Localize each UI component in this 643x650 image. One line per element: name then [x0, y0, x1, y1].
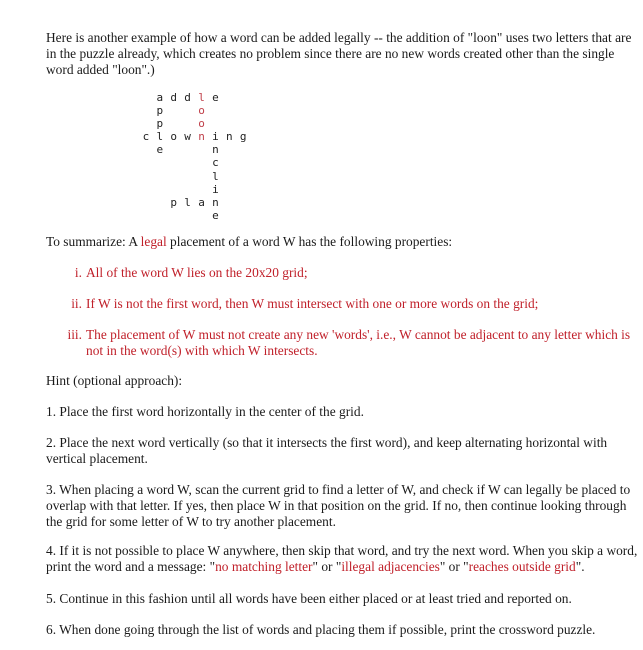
- step-3: 3. When placing a word W, scan the current grid to find a letter of W, and check if W can legally be placed to overlap with that letter. If yes, then place W in that position on the grid. If no, then continue looking through the grid for some letter of W to try another placement.: [46, 482, 631, 529]
- grid-cell: [195, 156, 209, 169]
- grid-cell: [222, 209, 236, 222]
- grid-cell: n: [212, 195, 219, 209]
- grid-cell: [236, 143, 250, 156]
- grid-cell: l: [212, 169, 219, 183]
- property-number: i.: [74, 265, 82, 280]
- grid-cell: [153, 196, 167, 209]
- grid-cell: [167, 170, 181, 183]
- grid-row: [139, 104, 250, 117]
- grid-cell: o: [170, 130, 178, 144]
- step-2: 2. Place the next word vertically (so that it intersects the first word), and keep alternating horizontal with vertical placement.: [46, 435, 608, 466]
- grid-cell: [222, 196, 236, 209]
- grid-cell: c: [212, 156, 219, 170]
- grid-cell: [139, 117, 153, 130]
- grid-cell: [236, 117, 250, 130]
- grid-cell: d: [184, 91, 191, 104]
- grid-row: [139, 196, 250, 209]
- grid-cell: p: [170, 195, 178, 209]
- grid-cell: [181, 156, 195, 169]
- legal-term: legal: [140, 234, 167, 249]
- step-4-sep: " or ": [439, 559, 469, 574]
- hint-title: Hint (optional approach):: [46, 373, 183, 388]
- msg-no-matching-letter: no matching letter: [215, 559, 313, 574]
- grid-cell: [195, 143, 209, 156]
- grid-cell: [167, 209, 181, 222]
- grid-cell: [167, 183, 181, 196]
- grid-cell: g: [239, 130, 247, 144]
- step-4-text: 4. If it is not possible to place W anywhere, then skip that word, and try the next word. When you skip a word, print the word and a message: ": [46, 543, 638, 574]
- grid-cell: [222, 117, 236, 130]
- grid-cell: [222, 170, 236, 183]
- summary-suffix: placement of a word W has the following properties:: [166, 234, 453, 249]
- grid-cell: [195, 183, 209, 196]
- grid-cell: d: [170, 91, 178, 104]
- grid-cell: [167, 104, 181, 117]
- grid-row: [139, 209, 250, 222]
- grid-cell: [153, 183, 167, 196]
- grid-cell: [153, 209, 167, 222]
- grid-cell: c: [142, 130, 150, 144]
- grid-cell: e: [212, 91, 219, 104]
- grid-cell: [236, 104, 250, 117]
- grid-cell: [139, 143, 153, 156]
- grid-cell: i: [212, 182, 219, 196]
- grid-cell: o: [198, 117, 205, 131]
- grid-cell: l: [198, 91, 205, 104]
- grid-row: [139, 156, 250, 169]
- grid-cell: n: [212, 143, 219, 157]
- grid-cell: [222, 104, 236, 117]
- grid-cell: [222, 91, 236, 104]
- step-4-end: ".: [575, 559, 585, 574]
- property-text: The placement of W must not create any new 'words', i.e., W cannot be adjacent to any letter which is not in the word(s) with which W intersects.: [86, 327, 631, 358]
- grid-cell: l: [156, 130, 164, 144]
- summary-line: [46, 234, 638, 250]
- grid-cell: [236, 156, 250, 169]
- grid-cell: [139, 91, 153, 104]
- grid-cell: [236, 170, 250, 183]
- grid-cell: [139, 183, 153, 196]
- grid-cell: [236, 91, 250, 104]
- grid-row: [139, 117, 250, 130]
- grid-cell: [167, 117, 181, 130]
- grid-cell: [181, 170, 195, 183]
- grid-cell: n: [198, 130, 205, 144]
- grid-row: [139, 143, 250, 156]
- step-6: 6. When done going through the list of words and placing them if possible, print the crossword puzzle.: [46, 622, 596, 637]
- grid-cell: [167, 143, 181, 156]
- grid-cell: [181, 183, 195, 196]
- crossword-grid-example: [139, 91, 250, 222]
- property-number: ii.: [71, 296, 82, 311]
- grid-cell: p: [156, 117, 164, 131]
- grid-cell: [181, 143, 195, 156]
- grid-cell: a: [198, 195, 205, 209]
- grid-cell: [208, 104, 222, 117]
- grid-cell: [139, 170, 153, 183]
- property-number: iii.: [67, 327, 82, 342]
- grid-cell: [236, 196, 250, 209]
- summary-prefix: To summarize: A: [46, 234, 141, 249]
- grid-cell: i: [212, 130, 219, 144]
- grid-cell: [181, 117, 195, 130]
- grid-cell: [167, 156, 181, 169]
- grid-cell: [139, 209, 153, 222]
- grid-cell: [236, 183, 250, 196]
- grid-cell: p: [156, 104, 164, 118]
- step-5: 5. Continue in this fashion until all words have been either placed or at least tried and reported on.: [46, 591, 572, 606]
- grid-cell: [222, 156, 236, 169]
- grid-row: [139, 130, 250, 143]
- step-1: 1. Place the first word horizontally in the center of the grid.: [46, 404, 364, 419]
- grid-cell: l: [184, 195, 191, 209]
- grid-row: [139, 183, 250, 196]
- msg-reaches-outside-grid: reaches outside grid: [468, 559, 576, 574]
- grid-cell: n: [225, 130, 233, 144]
- grid-cell: e: [156, 143, 164, 157]
- grid-row: [139, 170, 250, 183]
- intro-paragraph: Here is another example of how a word can be added legally -- the addition of "loon" uses two letters that are in the puzzle already, which creates no problem since there are no new words created other than the single word added "loon".): [46, 30, 632, 77]
- grid-cell: [153, 170, 167, 183]
- grid-cell: [139, 196, 153, 209]
- grid-cell: a: [156, 91, 164, 104]
- msg-illegal-adjacencies: illegal adjacencies: [341, 559, 440, 574]
- grid-cell: [153, 156, 167, 169]
- grid-cell: [222, 143, 236, 156]
- grid-cell: [236, 209, 250, 222]
- property-text: If W is not the first word, then W must intersect with one or more words on the grid;: [86, 296, 539, 311]
- grid-cell: e: [212, 208, 219, 222]
- grid-cell: [195, 170, 209, 183]
- grid-row: [139, 91, 250, 104]
- grid-cell: [195, 209, 209, 222]
- grid-cell: [139, 156, 153, 169]
- grid-cell: [181, 209, 195, 222]
- grid-cell: w: [184, 130, 191, 144]
- grid-cell: [139, 104, 153, 117]
- grid-cell: [222, 183, 236, 196]
- step-4-sep: " or ": [312, 559, 342, 574]
- grid-cell: [181, 104, 195, 117]
- grid-cell: o: [198, 104, 205, 118]
- property-text: All of the word W lies on the 20x20 grid;: [86, 265, 308, 280]
- step-4: [46, 543, 638, 575]
- grid-cell: [208, 117, 222, 130]
